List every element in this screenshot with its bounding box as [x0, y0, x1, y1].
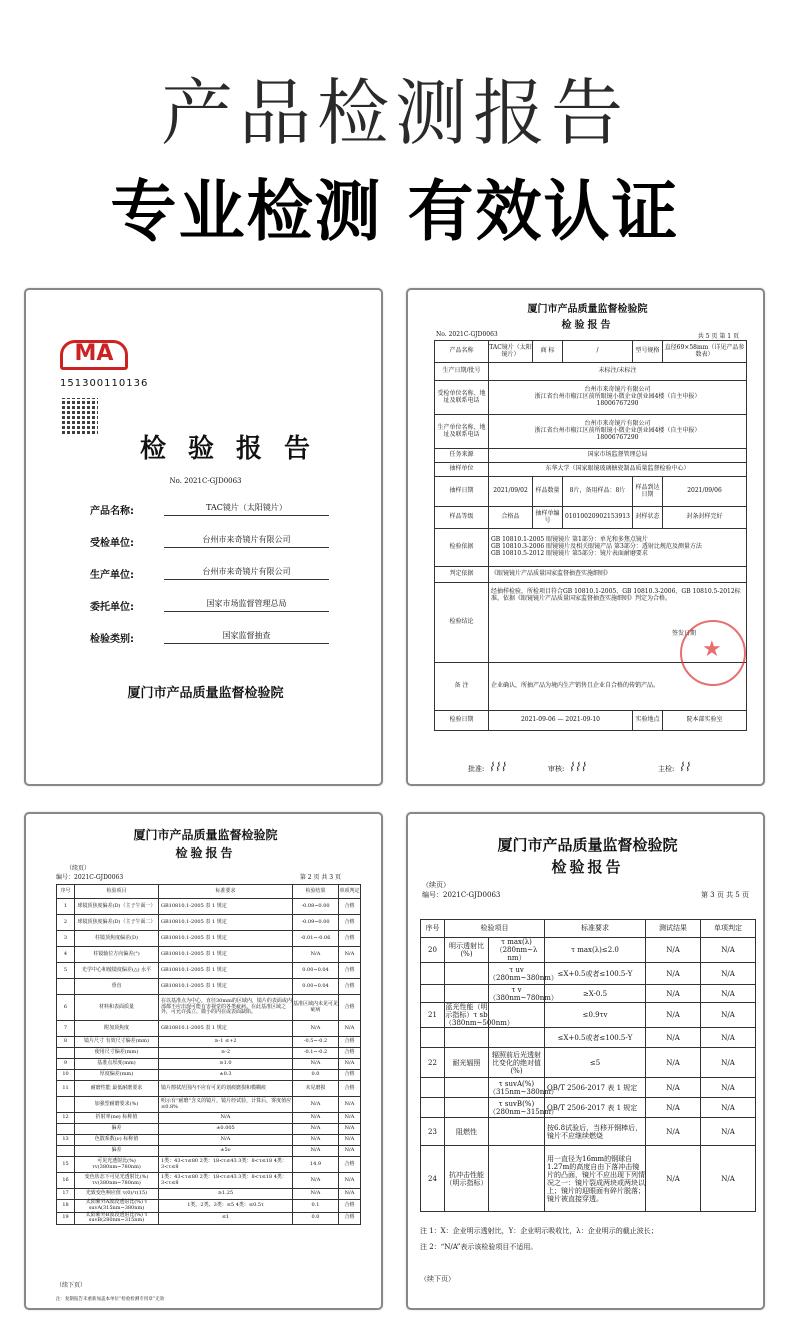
table-row: 5 光学中心和棱镜度偏差(△) 水平 GB10810.1-2005 表 1 规定 0.00~0.04 合格	[57, 963, 361, 979]
table-row: 4 柱镜轴位方向偏差(°) GB10810.1-2005 表 1 规定 N/A N/A	[57, 947, 361, 963]
qr-code-icon	[62, 398, 98, 436]
table-row: 7 附加顶焦度 GB10810.1-2005 表 1 规定 N/A N/A	[57, 1021, 361, 1037]
page1-org: 厦门市产品质量监督检验院	[527, 304, 648, 315]
report-number: No. 2021C-GJD0063	[169, 477, 242, 485]
page3-title: 检验报告	[551, 858, 624, 876]
page3-cont-next: （续下页）	[420, 1275, 455, 1283]
main-signature: 主检: ⌇⌇	[658, 760, 691, 774]
review-signature: 审核: ⌇⌇⌇	[548, 760, 586, 774]
page3-note1: 注 1：X：企业明示透射比，Y：企业明示吸收比，λ：企业明示的截止波长；	[420, 1227, 658, 1235]
cma-logo-icon: MA	[60, 340, 128, 370]
table-row: τ suvB(%)（280nm~315nm） QB/T 2506-2017 表 1 规定 N/A N/A	[421, 1098, 756, 1118]
cover-row-entrust: 委托单位: 国家市场监督管理总局	[90, 594, 370, 614]
table-row: 1 球镜顶焦度偏差(D)（主子午面一） GB10810.1-2005 表 1 规定 -0.08~0.00 合格	[57, 899, 361, 915]
table-row: 2 球镜顶焦度偏差(D)（主子午面二） GB10810.1-2005 表 1 规定 -0.09~0.00 合格	[57, 915, 361, 931]
cover-footer-org: 厦门市产品质量监督检验院	[127, 686, 284, 701]
table-row: 6 材料和表面质量 在以基准点为中心，直径30mm的区域内，镜片的表面或内部都不应出现可能有害视觉的各类疵病。在此基准区域之外，可允许孤立、微小的内在或表面缺陷。 基准区域内未见可见疵病 合格	[57, 995, 361, 1021]
table-row: τ uv（280nm~380nm） ≤X+0.5或者≤100.5-Y N/A N/A	[421, 963, 756, 985]
report-cover-card[interactable]	[24, 288, 383, 786]
report-page1-card[interactable]	[406, 288, 765, 786]
table-row: 10 厚度偏差(mm) ±0.3 0.0 合格	[57, 1070, 361, 1081]
table-row: 8 镜片尺寸 有效尺寸偏差(mm) ≥-1 ≤+2 -0.5~-0.2 合格	[57, 1037, 361, 1048]
table-row: 13 色散系数(ν) 标称值 N/A N/A N/A	[57, 1135, 361, 1146]
table-row: 使用尺寸偏差(mm) ≥-2 -0.1~-0.2 合格	[57, 1048, 361, 1059]
page1-number: No. 2021C-GJD0063	[436, 331, 498, 338]
report-page3-card[interactable]	[406, 812, 765, 1310]
table-row: 21 蓝光性能（明示指标）τ sb（380nm~500nm） ≤0.9τv N/A N/A	[421, 1003, 756, 1028]
page3-cont: （续页）	[422, 881, 450, 889]
table-row: 偏差 ±0.005 N/A N/A	[57, 1124, 361, 1135]
table-row: 11 耐磨性能 最低耐磨要求 镜片擦拭范围内不应有可见的划痕磨损和模糊痕 未见磨损 合格	[57, 1081, 361, 1097]
page2-table: 序号 检验项目 标准要求 检验结果 单项判定 1 球镜顶焦度偏差(D)（主子午面一） GB10810.1-2005 表 1 规定 -0.08~0.00 合格 2 球镜顶焦度偏差(D)（主子午面二） GB10810.1-2005 表 1 规定 -0.09~0.00 合格 3 柱镜顶焦度偏差(D) GB10810.1-2005 表 1 规定 -0.01~-0.06 合格 4 柱镜轴位方向偏差(°) GB10810.1-2005 表 1 规定 N/A N/A 5 光学中心和棱镜度偏差(△) 水平 GB10810.1-2005 表 1 规定 0.00~0.04 合格 垂直 GB10810.1-2005 表 1 规定 0.00~0.04 合格 6 材料和表面质量 在以基准点为中心，直径30mm的区域内，镜片的表面或内部都不应出现可能有害视觉的各类疵病。在此基准区域之外，可允许孤立、微小的内在或表面缺陷。 基准区域内未见可见疵病 合格 7 附加顶焦度 GB10810.1-2005 表 1 规定 N/A N/A 8 镜片尺寸 有效尺寸偏差(mm) ≥-1 ≤+2 -0.5~-0.2 合格 使用尺寸偏差(mm) ≥-2 -0.1~-0.2 合格 9 基准点厚度(mm) ≥1.0 N/A N/A 10 厚度偏差(mm) ±0.3 0.0 合格 11 耐磨性能 最低耐磨要求 镜片擦拭范围内不应有可见的划痕磨损和模糊痕 未见磨损 合格 加强型耐磨要求(%) 明示有“耐磨”含义的镜片，镜片经试验，计算后，雾度值应≤0.8% N/A N/A 12 折射率(ne) 标称值 N/A N/A N/A 偏差 ±0.005 N/A N/A 13 色散系数(ν) 标称值 N/A N/A N/A 偏差 ±5ν N/A N/A 15 可见光透射比(%) τv(380nm~780nm) 1类：43<τ≤80 2类：18<τ≤43 3类：8<τ≤18 4类：3<τ≤8 14.9 合格 16 变色状态下可见光透射比(%) τv(380nm~780nm) 1类：43<τ≤80 2类：18<τ≤43 3类：8<τ≤18 4类：3<τ≤8 N/A N/A 17 光致变色响应值 τ(0)/τ(15) ≥1.25 N/A N/A 18 太阳紫外A波段透射比(%) τ suvA(315nm~380nm) 1类、2类、3类：≤5 4类：≤0.5τ 0.1 合格 19 太阳紫外B波段透射比(%) τ suvB(280nm~315nm) ≤1 0.0 合格	[56, 884, 361, 1225]
page2-org: 厦门市产品质量监督检验院	[133, 828, 278, 842]
page1-page: 共 5 页 第 1 页	[697, 333, 739, 340]
page3-note2: 注 2：“N/A”表示该检验项目不适用。	[420, 1243, 538, 1251]
table-row: 23 阻燃性 按6.8试验后，当移开钢棒后，镜片不应继续燃烧 N/A N/A	[421, 1118, 756, 1146]
page3-org: 厦门市产品质量监督检验院	[497, 836, 678, 854]
table-row: 15 可见光透射比(%) τv(380nm~780nm) 1类：43<τ≤80 2类：18<τ≤43 3类：8<τ≤18 4类：3<τ≤8 14.9 合格	[57, 1157, 361, 1173]
table-row: 3 柱镜顶焦度偏差(D) GB10810.1-2005 表 1 规定 -0.01~-0.06 合格	[57, 931, 361, 947]
official-seal-icon	[680, 620, 746, 686]
page2-footnote: 注：复制报告未重新加盖本单位“检验检测专用章”无效	[56, 1297, 165, 1302]
table-row: 24 抗冲击性能（明示指标） 用一直径为16mm的钢球自1.27m的高度自由下落冲击镜片的凸面，镜片不应出现下列情况之一：镜片裂成两块或两块以上；镜片的迎眼面有碎片脱落；镜片被直接穿透。 N/A N/A	[421, 1146, 756, 1212]
table-row: τ suvA(%)（315nm~380nm） QB/T 2506-2017 表 1 规定 N/A N/A	[421, 1078, 756, 1098]
page3-page: 第 3 页 共 5 页	[700, 891, 749, 899]
table-row: τ v（380nm~780nm） ≥X-0.5 N/A N/A	[421, 985, 756, 1003]
page1-title: 检验报告	[561, 320, 614, 331]
page1-table: 产品名称 TAC镜片（太阳镜片） 商 标 / 型号规格 直径69×58mm（详见产品参数表） 生产日期/批号 未标注/未标注 受检单位名称、地址及联系电话 台州市来奇镜片有限公司 浙江省台州市椒江区前所眼镜小微企业创业园4楼（自主申报） 18006767290 生产单位名称、地址及联系电话 台州市来奇镜片有限公司 浙江省台州市椒江区前所眼镜小微企业创业园4楼（自主申报） 18006767290 任务来源 国家市场监督管理总局 抽样单位 东华大学（国家眼镜玻璃搪瓷制品质量监督检验中心） 抽样日期 2021/09/02 样品数量 8片，备用样品：8片 样品到达日期 2021/09/06 样品等级 合格品 抽样单编号 01010020902153913 封样状态 封条封样完好 检验依据 GB 10810.1-2005 眼镜镜片 第1部分：单光和多焦点镜片 GB 10810.3-2006 眼镜镜片及相关眼镜产品 第3部分：透射比规范及测量方法 GB 10810.5-2012 眼镜镜片 第5部分：镜片表面耐磨要求 判定依据 《眼镜镜片产品质量国家监督抽查实施细则》 检验结论 经抽样检验，所检项目符合GB 10810.1-2005、GB 10810.3-2006、GB 10810.5-2012标准，依据《眼镜镜片产品质量国家监督抽查实施细则》判定为合格。 签发日期 备 注 企业确认，所抽产品为境内生产销售且企业自合格的传销产品。 检验日期 2021-09-06 — 2021-09-10 实验地点 院本部实验室	[434, 340, 747, 731]
page2-page: 第 2 页 共 3 页	[299, 874, 341, 881]
table-row: 加强型耐磨要求(%) 明示有“耐磨”含义的镜片，镜片经试验，计算后，雾度值应≤0.8% N/A N/A	[57, 1097, 361, 1113]
cover-row-producer: 生产单位: 台州市来奇镜片有限公司	[90, 562, 370, 582]
table-row: 9 基准点厚度(mm) ≥1.0 N/A N/A	[57, 1059, 361, 1070]
page2-title: 检验报告	[175, 846, 236, 860]
table-row: 12 折射率(ne) 标称值 N/A N/A N/A	[57, 1113, 361, 1124]
cover-row-category: 检验类别: 国家监督抽查	[90, 626, 370, 646]
report-page2-card[interactable]	[24, 812, 383, 1310]
table-row: ≤X+0.5或者≤100.5-Y N/A N/A	[421, 1028, 756, 1048]
page2-cont: （续页）	[66, 865, 91, 872]
page2-cont-next: （续下页）	[56, 1282, 87, 1289]
table-row: 垂直 GB10810.1-2005 表 1 规定 0.00~0.04 合格	[57, 979, 361, 995]
cover-row-product: 产品名称: TAC镜片（太阳镜片）	[90, 498, 370, 518]
table-row: 18 太阳紫外A波段透射比(%) τ suvA(315nm~380nm) 1类、2类、3类：≤5 4类：≤0.5τ 0.1 合格	[57, 1200, 361, 1213]
table-row: 20 明示透射比(%) τ max(λ)（280nm~λ nm） τ max(λ)≤2.0 N/A N/A	[421, 938, 756, 963]
table-row: 偏差 ±5ν N/A N/A	[57, 1146, 361, 1157]
table-row: 16 变色状态下可见光透射比(%) τv(380nm~780nm) 1类：43<τ≤80 2类：18<τ≤43 3类：8<τ≤18 4类：3<τ≤8 N/A N/A	[57, 1173, 361, 1189]
hero-subtitle: 专业检测 有效认证	[110, 173, 680, 250]
page2-number: 编号：2021C-GJD0063	[56, 874, 124, 881]
cert-number: 151300110136	[60, 378, 149, 389]
page3-table: 序号 检验项目 标准要求 测试结果 单项判定 20 明示透射比(%) τ max(λ)（280nm~λ nm） τ max(λ)≤2.0 N/A N/A τ uv（280nm~380nm） ≤X+0.5或者≤100.5-Y N/A N/A τ v（380nm~780nm） ≥X-0.5 N/A N/A 21 蓝光性能（明示指标）τ sb（380nm~500nm） ≤0.9τv N/A N/A ≤X+0.5或者≤100.5-Y N/A N/A 22 耐光辐照 辐照前后光透射比变化的绝对值(%) ≤5 N/A N/A τ suvA(%)（315nm~380nm） QB/T 2506-2017 表 1 规定 N/A N/A τ suvB(%)（280nm~315nm） QB/T 2506-2017 表 1 规定 N/A N/A 23 阻燃性 按6.8试验后，当移开钢棒后，镜片不应继续燃烧 N/A N/A 24 抗冲击性能（明示指标） 用一直径为16mm的钢球自1.27m的高度自由下落冲击镜片的凸面，镜片不应出现下列情况之一：镜片裂成两块或两块以上；镜片的迎眼面有碎片脱落；镜片被直接穿透。 N/A N/A	[420, 919, 756, 1212]
table-row: 22 耐光辐照 辐照前后光透射比变化的绝对值(%) ≤5 N/A N/A	[421, 1048, 756, 1078]
cover-title: 检验报告	[139, 434, 332, 464]
table-row: 19 太阳紫外B波段透射比(%) τ suvB(280nm~315nm) ≤1 0.0 合格	[57, 1212, 361, 1225]
cover-row-inspected: 受检单位: 台州市来奇镜片有限公司	[90, 530, 370, 550]
page3-number: 编号：2021C-GJD0063	[422, 891, 501, 899]
table-row: 17 光致变色响应值 τ(0)/τ(15) ≥1.25 N/A N/A	[57, 1189, 361, 1200]
approve-signature: 批准: ⌇⌇⌇	[468, 760, 506, 774]
hero-title: 产品检测报告	[160, 71, 629, 155]
